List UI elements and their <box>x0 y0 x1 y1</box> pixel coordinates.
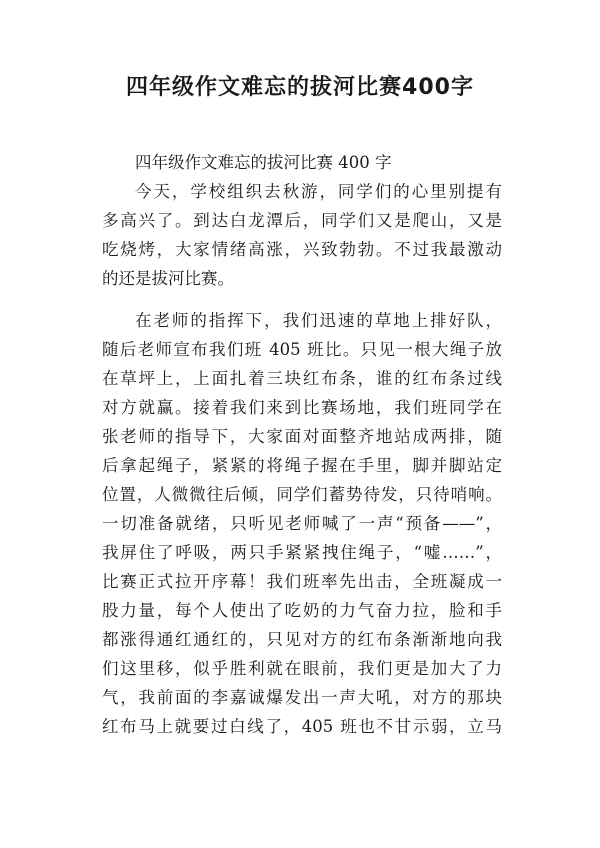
paragraph-line: 后拿起绳子，紧紧的将绳子握在手里，脚并脚站定 <box>102 456 502 475</box>
paragraph-line: 红布马上就要过白线了，405 班也不甘示弱，立马 <box>102 717 502 736</box>
paragraph-line: 一切准备就绪，只听见老师喊了一声“预备——”， <box>102 514 502 533</box>
document-title: 四年级作文难忘的拔河比赛400字 <box>126 75 474 100</box>
paragraph-line: 在草坪上，上面扎着三块红布条，谁的红布条过线 <box>102 369 502 388</box>
paragraph-line: 吃烧烤，大家情绪高涨，兴致勃勃。不过我最激动 <box>102 240 502 259</box>
document-body <box>102 148 502 741</box>
paragraph-line: 气，我前面的李嘉诚爆发出一声大吼，对方的那块 <box>102 688 502 707</box>
paragraph-gap <box>102 293 502 306</box>
paragraph-line: 的还是拔河比赛。 <box>102 269 234 288</box>
paragraph-line: 多高兴了。到达白龙潭后，同学们又是爬山，又是 <box>102 211 502 230</box>
paragraph-line: 都涨得通红通红的，只见对方的红布条渐渐地向我 <box>102 630 502 649</box>
subtitle: 四年级作文难忘的拔河比赛 400 字 <box>135 153 392 172</box>
paragraph-line: 位置，人微微往后倾，同学们蓄势待发，只待哨响。 <box>102 485 502 504</box>
paragraph-line: 们这里移，似乎胜利就在眼前，我们更是加大了力 <box>102 659 502 678</box>
paragraph-line: 我屏住了呼吸，两只手紧紧拽住绳子，“嘘……”， <box>102 543 502 562</box>
paragraph-line: 张老师的指导下，大家面对面整齐地站成两排，随 <box>102 427 502 446</box>
paragraph-line: 对方就赢。接着我们来到比赛场地，我们班同学在 <box>102 398 502 417</box>
paragraph-line: 今天，学校组织去秋游，同学们的心里别提有 <box>135 182 502 201</box>
paragraph-line: 随后老师宣布我们班 405 班比。只见一根大绳子放 <box>102 340 502 359</box>
paragraph-line: 股力量，每个人使出了吃奶的力气奋力拉，脸和手 <box>102 601 502 620</box>
paragraph-line: 在老师的指挥下，我们迅速的草地上排好队， <box>135 311 502 330</box>
paragraph-line: 比赛正式拉开序幕！我们班率先出击，全班凝成一 <box>102 572 502 591</box>
